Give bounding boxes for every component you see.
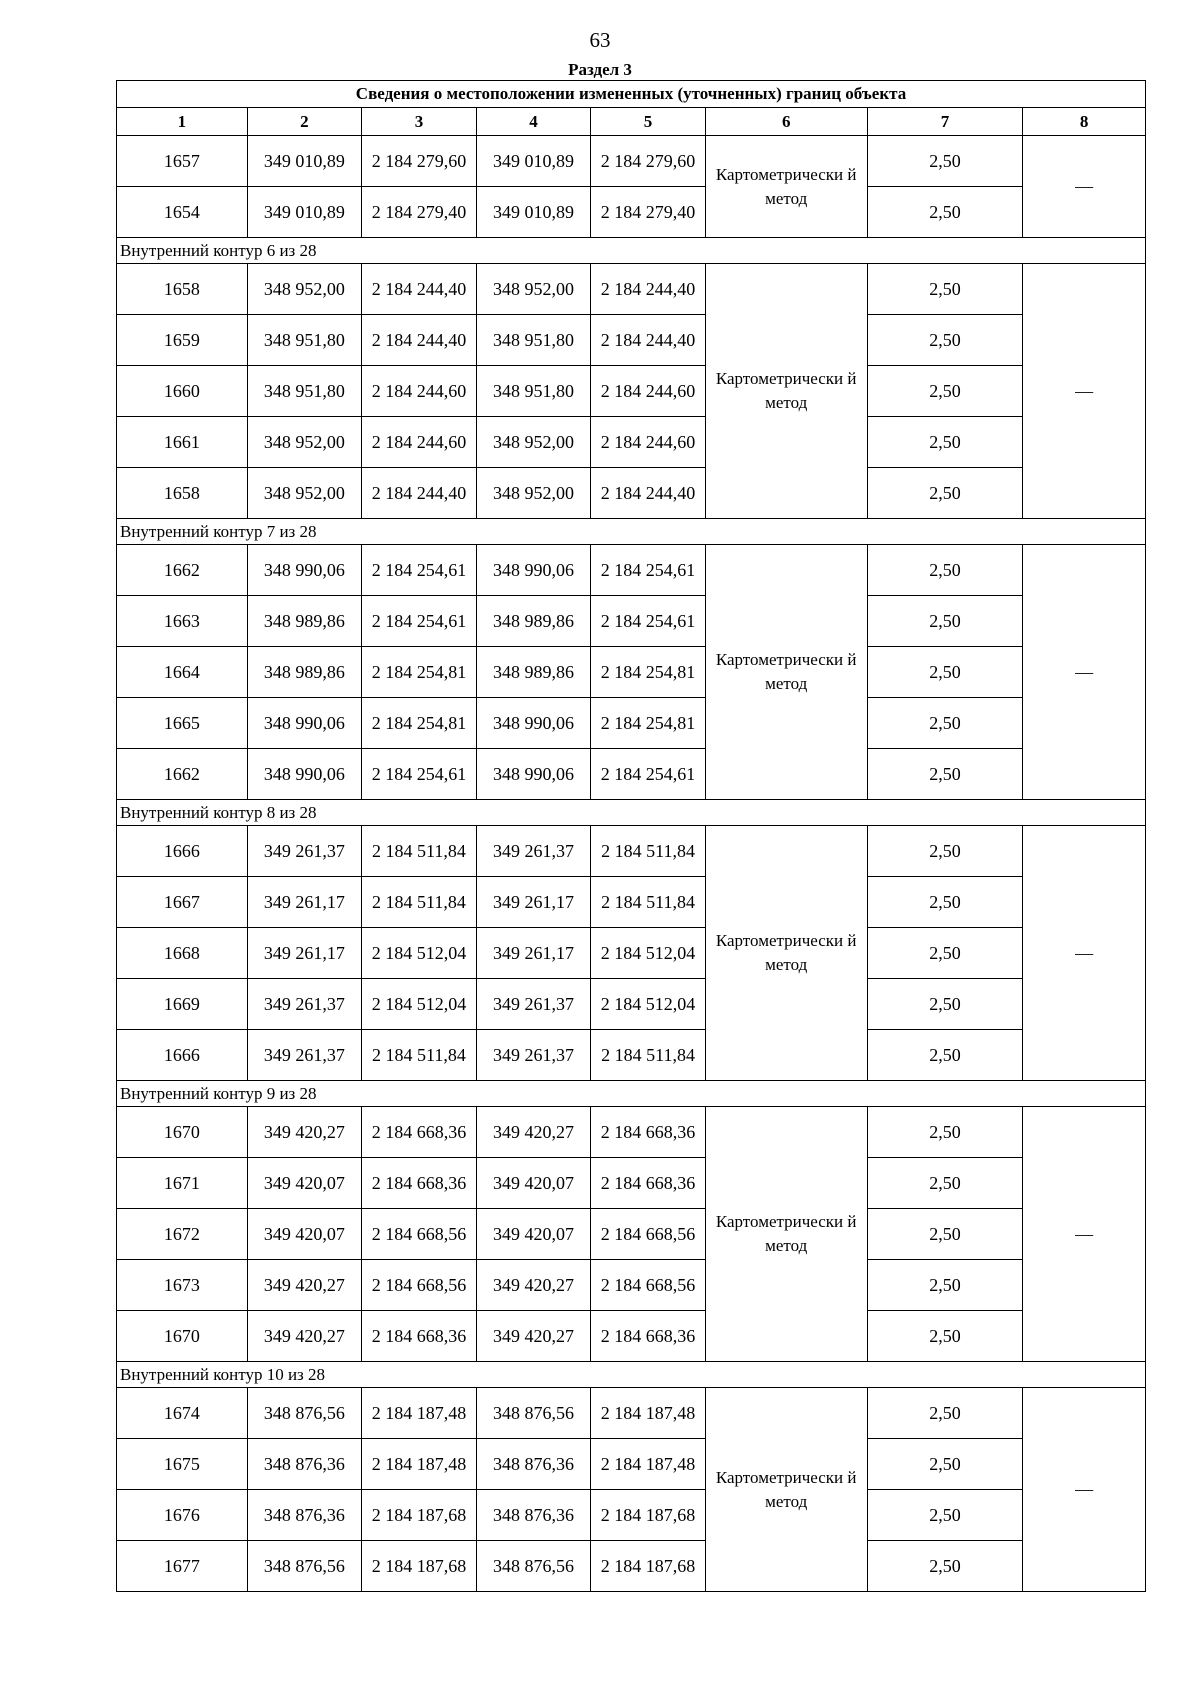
table-row (117, 1209, 1146, 1260)
point-number-cell: 1662 (117, 545, 248, 596)
point-number-cell: 1671 (117, 1158, 248, 1209)
note-dash-cell: — (1023, 545, 1146, 800)
y-refined-cell: 2 184 244,60 (591, 366, 706, 417)
y-refined-cell: 2 184 244,40 (591, 468, 706, 519)
y-refined-cell: 2 184 254,61 (591, 596, 706, 647)
y-existing-cell: 2 184 668,36 (362, 1158, 477, 1209)
y-refined-cell: 2 184 668,56 (591, 1260, 706, 1311)
point-number-cell: 1674 (117, 1388, 248, 1439)
x-existing-cell: 348 951,80 (247, 315, 362, 366)
table-row (117, 749, 1146, 800)
table-row (117, 596, 1146, 647)
point-number-cell: 1677 (117, 1541, 248, 1592)
accuracy-cell: 2,50 (867, 698, 1023, 749)
y-refined-cell: 2 184 187,48 (591, 1439, 706, 1490)
table-row (117, 1311, 1146, 1362)
y-refined-cell: 2 184 254,61 (591, 749, 706, 800)
x-existing-cell: 349 420,07 (247, 1158, 362, 1209)
accuracy-cell: 2,50 (867, 749, 1023, 800)
x-existing-cell: 349 261,37 (247, 826, 362, 877)
x-refined-cell: 348 876,56 (476, 1388, 591, 1439)
x-existing-cell: 348 876,56 (247, 1388, 362, 1439)
point-number-cell: 1660 (117, 366, 248, 417)
x-refined-cell: 349 010,89 (476, 187, 591, 238)
note-dash-cell: — (1023, 136, 1146, 238)
y-existing-cell: 2 184 244,60 (362, 366, 477, 417)
x-refined-cell: 348 989,86 (476, 596, 591, 647)
table-row (117, 1439, 1146, 1490)
x-refined-cell: 349 420,07 (476, 1158, 591, 1209)
table-row (117, 877, 1146, 928)
x-existing-cell: 348 989,86 (247, 596, 362, 647)
x-existing-cell: 348 989,86 (247, 647, 362, 698)
y-existing-cell: 2 184 668,36 (362, 1311, 477, 1362)
table-row (117, 826, 1146, 877)
contour-header-row (117, 519, 1146, 545)
point-number-cell: 1654 (117, 187, 248, 238)
y-refined-cell: 2 184 668,36 (591, 1311, 706, 1362)
y-existing-cell: 2 184 668,36 (362, 1107, 477, 1158)
method-cell: Картометрически й метод (705, 826, 867, 1081)
x-existing-cell: 348 990,06 (247, 749, 362, 800)
point-number-cell: 1666 (117, 1030, 248, 1081)
y-refined-cell: 2 184 511,84 (591, 826, 706, 877)
point-number-cell: 1668 (117, 928, 248, 979)
x-refined-cell: 348 990,06 (476, 698, 591, 749)
y-refined-cell: 2 184 512,04 (591, 979, 706, 1030)
accuracy-cell: 2,50 (867, 1388, 1023, 1439)
table-row (117, 1541, 1146, 1592)
accuracy-cell: 2,50 (867, 136, 1023, 187)
contour-label: Внутренний контур 7 из 28 (117, 519, 1146, 545)
x-refined-cell: 348 990,06 (476, 545, 591, 596)
y-refined-cell: 2 184 254,81 (591, 647, 706, 698)
x-refined-cell: 348 990,06 (476, 749, 591, 800)
x-refined-cell: 349 261,17 (476, 877, 591, 928)
column-number-7: 7 (867, 108, 1023, 136)
table-row (117, 1107, 1146, 1158)
note-dash-cell: — (1023, 1388, 1146, 1592)
accuracy-cell: 2,50 (867, 1209, 1023, 1260)
y-refined-cell: 2 184 244,40 (591, 264, 706, 315)
y-existing-cell: 2 184 511,84 (362, 1030, 477, 1081)
table-row (117, 1030, 1146, 1081)
y-existing-cell: 2 184 187,68 (362, 1490, 477, 1541)
y-existing-cell: 2 184 254,81 (362, 698, 477, 749)
y-existing-cell: 2 184 187,48 (362, 1388, 477, 1439)
accuracy-cell: 2,50 (867, 979, 1023, 1030)
method-cell: Картометрически й метод (705, 1107, 867, 1362)
x-existing-cell: 348 876,36 (247, 1490, 362, 1541)
y-existing-cell: 2 184 279,40 (362, 187, 477, 238)
x-refined-cell: 348 952,00 (476, 417, 591, 468)
x-refined-cell: 349 261,37 (476, 826, 591, 877)
column-number-4: 4 (476, 108, 591, 136)
note-dash-cell: — (1023, 264, 1146, 519)
x-existing-cell: 349 261,37 (247, 1030, 362, 1081)
x-existing-cell: 348 952,00 (247, 264, 362, 315)
y-existing-cell: 2 184 668,56 (362, 1209, 477, 1260)
column-number-6: 6 (705, 108, 867, 136)
point-number-cell: 1657 (117, 136, 248, 187)
contour-header-row (117, 800, 1146, 826)
point-number-cell: 1664 (117, 647, 248, 698)
table-row (117, 928, 1146, 979)
x-refined-cell: 349 420,27 (476, 1107, 591, 1158)
y-existing-cell: 2 184 187,48 (362, 1439, 477, 1490)
x-refined-cell: 349 261,37 (476, 979, 591, 1030)
y-existing-cell: 2 184 254,61 (362, 749, 477, 800)
x-existing-cell: 348 952,00 (247, 417, 362, 468)
point-number-cell: 1658 (117, 468, 248, 519)
x-refined-cell: 348 876,56 (476, 1541, 591, 1592)
column-number-3: 3 (362, 108, 477, 136)
contour-label: Внутренний контур 10 из 28 (117, 1362, 1146, 1388)
accuracy-cell: 2,50 (867, 1260, 1023, 1311)
accuracy-cell: 2,50 (867, 417, 1023, 468)
y-refined-cell: 2 184 668,56 (591, 1209, 706, 1260)
x-existing-cell: 348 990,06 (247, 698, 362, 749)
point-number-cell: 1662 (117, 749, 248, 800)
table-row (117, 315, 1146, 366)
table-row (117, 417, 1146, 468)
accuracy-cell: 2,50 (867, 545, 1023, 596)
table-row (117, 979, 1146, 1030)
x-refined-cell: 348 951,80 (476, 315, 591, 366)
column-number-8: 8 (1023, 108, 1146, 136)
point-number-cell: 1675 (117, 1439, 248, 1490)
y-refined-cell: 2 184 668,36 (591, 1107, 706, 1158)
method-cell: Картометрически й метод (705, 136, 867, 238)
accuracy-cell: 2,50 (867, 928, 1023, 979)
point-number-cell: 1669 (117, 979, 248, 1030)
x-existing-cell: 348 876,56 (247, 1541, 362, 1592)
table-row (117, 1158, 1146, 1209)
y-existing-cell: 2 184 254,61 (362, 545, 477, 596)
accuracy-cell: 2,50 (867, 1439, 1023, 1490)
contour-header-row (117, 1362, 1146, 1388)
y-existing-cell: 2 184 244,40 (362, 315, 477, 366)
y-existing-cell: 2 184 512,04 (362, 979, 477, 1030)
x-refined-cell: 348 951,80 (476, 366, 591, 417)
point-number-cell: 1673 (117, 1260, 248, 1311)
column-number-5: 5 (591, 108, 706, 136)
accuracy-cell: 2,50 (867, 264, 1023, 315)
table-row (117, 264, 1146, 315)
x-existing-cell: 349 420,27 (247, 1107, 362, 1158)
contour-label: Внутренний контур 9 из 28 (117, 1081, 1146, 1107)
y-existing-cell: 2 184 668,56 (362, 1260, 477, 1311)
x-existing-cell: 349 010,89 (247, 136, 362, 187)
accuracy-cell: 2,50 (867, 1030, 1023, 1081)
table-row (117, 366, 1146, 417)
y-refined-cell: 2 184 244,60 (591, 417, 706, 468)
method-cell: Картометрически й метод (705, 1388, 867, 1592)
accuracy-cell: 2,50 (867, 187, 1023, 238)
point-number-cell: 1665 (117, 698, 248, 749)
point-number-cell: 1658 (117, 264, 248, 315)
y-existing-cell: 2 184 512,04 (362, 928, 477, 979)
x-existing-cell: 349 420,27 (247, 1260, 362, 1311)
y-existing-cell: 2 184 244,40 (362, 468, 477, 519)
x-existing-cell: 349 420,27 (247, 1311, 362, 1362)
table-row (117, 136, 1146, 187)
x-existing-cell: 349 261,17 (247, 877, 362, 928)
x-refined-cell: 349 261,17 (476, 928, 591, 979)
y-existing-cell: 2 184 279,60 (362, 136, 477, 187)
accuracy-cell: 2,50 (867, 1107, 1023, 1158)
section-title: Раздел 3 (568, 60, 632, 79)
x-refined-cell: 348 952,00 (476, 264, 591, 315)
contour-label: Внутренний контур 8 из 28 (117, 800, 1146, 826)
table-row (117, 1260, 1146, 1311)
table-row (117, 647, 1146, 698)
x-existing-cell: 349 261,37 (247, 979, 362, 1030)
point-number-cell: 1663 (117, 596, 248, 647)
point-number-cell: 1670 (117, 1311, 248, 1362)
table-row (117, 545, 1146, 596)
point-number-cell: 1672 (117, 1209, 248, 1260)
point-number-cell: 1666 (117, 826, 248, 877)
contour-label: Внутренний контур 6 из 28 (117, 238, 1146, 264)
contour-header-row (117, 238, 1146, 264)
y-refined-cell: 2 184 668,36 (591, 1158, 706, 1209)
y-refined-cell: 2 184 511,84 (591, 1030, 706, 1081)
x-existing-cell: 349 420,07 (247, 1209, 362, 1260)
x-existing-cell: 348 990,06 (247, 545, 362, 596)
x-refined-cell: 349 420,27 (476, 1260, 591, 1311)
y-refined-cell: 2 184 187,68 (591, 1490, 706, 1541)
table-row (117, 187, 1146, 238)
y-refined-cell: 2 184 254,81 (591, 698, 706, 749)
page-number: 63 (589, 28, 611, 52)
y-refined-cell: 2 184 187,68 (591, 1541, 706, 1592)
accuracy-cell: 2,50 (867, 1158, 1023, 1209)
method-cell: Картометрически й метод (705, 264, 867, 519)
accuracy-cell: 2,50 (867, 826, 1023, 877)
table-row (117, 1490, 1146, 1541)
y-existing-cell: 2 184 254,61 (362, 596, 477, 647)
y-refined-cell: 2 184 279,40 (591, 187, 706, 238)
point-number-cell: 1667 (117, 877, 248, 928)
method-cell: Картометрически й метод (705, 545, 867, 800)
x-existing-cell: 349 010,89 (247, 187, 362, 238)
y-existing-cell: 2 184 244,40 (362, 264, 477, 315)
accuracy-cell: 2,50 (867, 877, 1023, 928)
column-number-1: 1 (117, 108, 248, 136)
x-refined-cell: 348 876,36 (476, 1439, 591, 1490)
x-refined-cell: 349 010,89 (476, 136, 591, 187)
y-refined-cell: 2 184 254,61 (591, 545, 706, 596)
y-refined-cell: 2 184 511,84 (591, 877, 706, 928)
point-number-cell: 1661 (117, 417, 248, 468)
boundary-table (116, 80, 1146, 1592)
y-existing-cell: 2 184 511,84 (362, 877, 477, 928)
y-existing-cell: 2 184 244,60 (362, 417, 477, 468)
table-row (117, 1388, 1146, 1439)
y-refined-cell: 2 184 512,04 (591, 928, 706, 979)
y-refined-cell: 2 184 187,48 (591, 1388, 706, 1439)
accuracy-cell: 2,50 (867, 366, 1023, 417)
x-refined-cell: 348 989,86 (476, 647, 591, 698)
accuracy-cell: 2,50 (867, 315, 1023, 366)
table-title: Сведения о местоположении измененных (уточненных) границ объекта (117, 81, 1146, 108)
x-refined-cell: 349 420,27 (476, 1311, 591, 1362)
column-number-2: 2 (247, 108, 362, 136)
x-refined-cell: 348 952,00 (476, 468, 591, 519)
x-refined-cell: 349 261,37 (476, 1030, 591, 1081)
x-existing-cell: 349 261,17 (247, 928, 362, 979)
note-dash-cell: — (1023, 826, 1146, 1081)
table-row (117, 468, 1146, 519)
x-existing-cell: 348 876,36 (247, 1439, 362, 1490)
column-number-row (117, 108, 1146, 136)
y-existing-cell: 2 184 511,84 (362, 826, 477, 877)
x-existing-cell: 348 952,00 (247, 468, 362, 519)
point-number-cell: 1676 (117, 1490, 248, 1541)
point-number-cell: 1659 (117, 315, 248, 366)
accuracy-cell: 2,50 (867, 1541, 1023, 1592)
y-refined-cell: 2 184 279,60 (591, 136, 706, 187)
accuracy-cell: 2,50 (867, 468, 1023, 519)
accuracy-cell: 2,50 (867, 1311, 1023, 1362)
y-refined-cell: 2 184 244,40 (591, 315, 706, 366)
x-existing-cell: 348 951,80 (247, 366, 362, 417)
table-row (117, 698, 1146, 749)
note-dash-cell: — (1023, 1107, 1146, 1362)
point-number-cell: 1670 (117, 1107, 248, 1158)
x-refined-cell: 349 420,07 (476, 1209, 591, 1260)
x-refined-cell: 348 876,36 (476, 1490, 591, 1541)
table-body (117, 136, 1146, 1592)
y-existing-cell: 2 184 254,81 (362, 647, 477, 698)
accuracy-cell: 2,50 (867, 596, 1023, 647)
accuracy-cell: 2,50 (867, 647, 1023, 698)
accuracy-cell: 2,50 (867, 1490, 1023, 1541)
y-existing-cell: 2 184 187,68 (362, 1541, 477, 1592)
contour-header-row (117, 1081, 1146, 1107)
